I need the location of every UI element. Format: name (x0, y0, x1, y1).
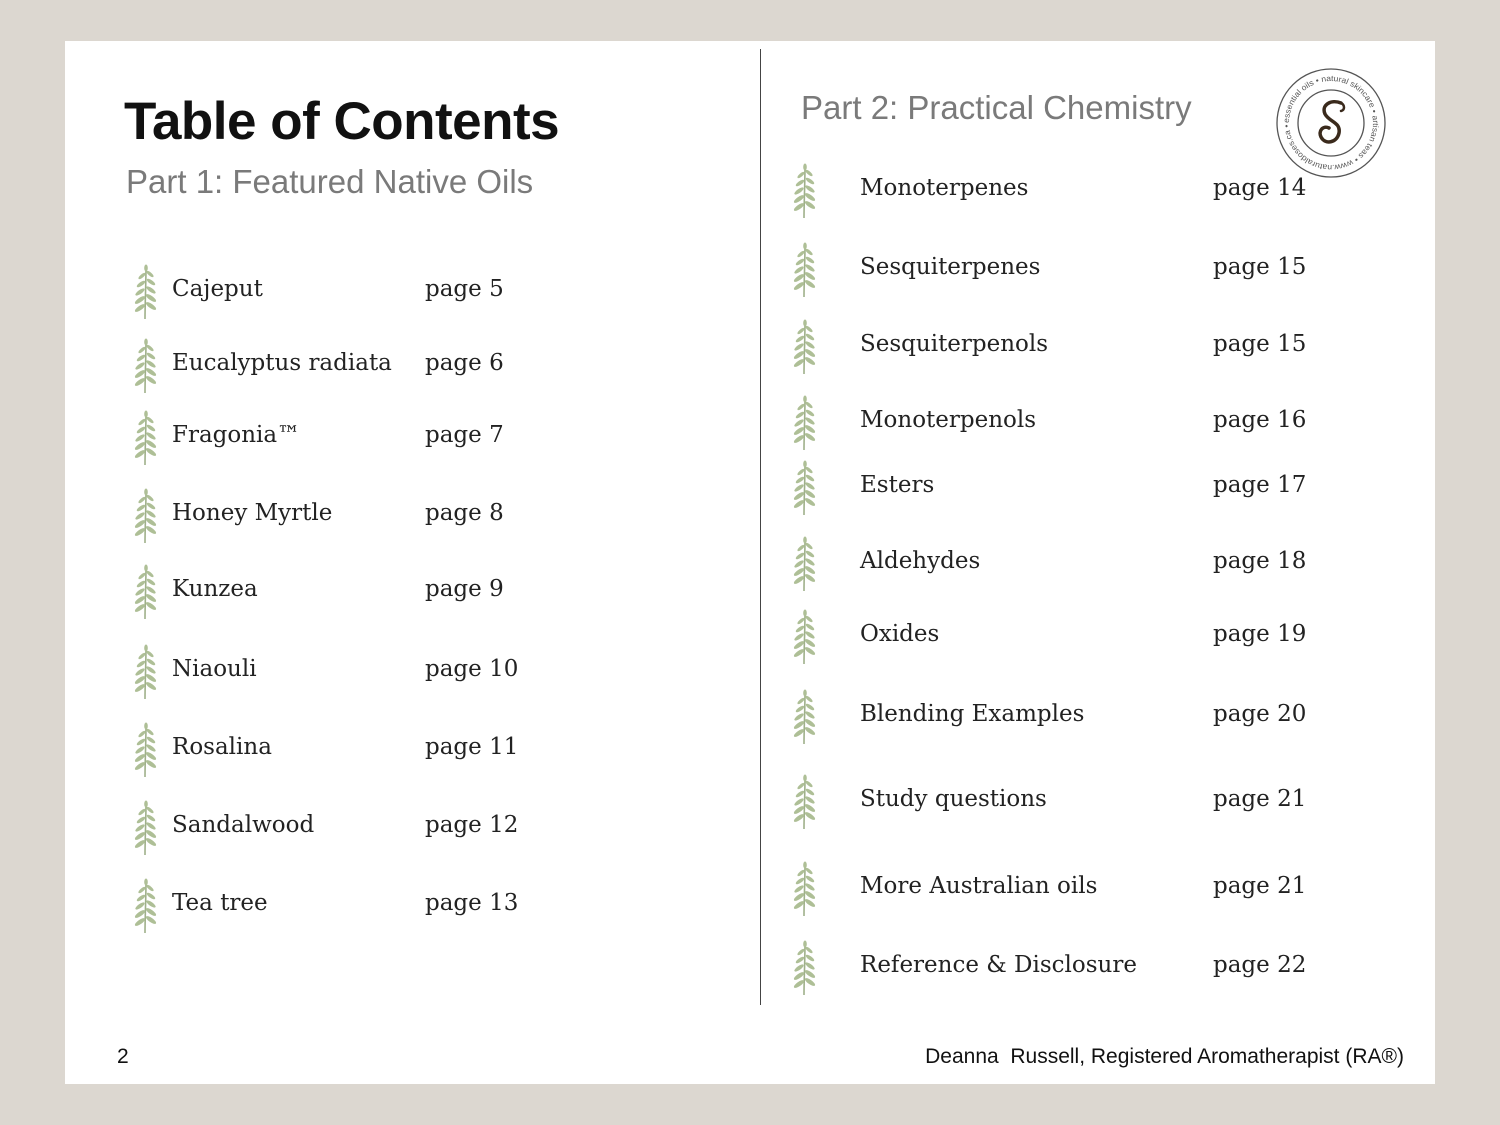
leaf-sprig-icon (130, 564, 160, 620)
entry-title: Honey Myrtle (172, 500, 333, 526)
entry-title: Blending Examples (860, 701, 1085, 727)
entry-page-number: page 5 (425, 276, 504, 302)
part2-entry[interactable] (789, 242, 1343, 298)
entry-title: Aldehydes (860, 548, 981, 574)
leaf-sprig-icon (789, 163, 819, 219)
page-number: 2 (117, 1045, 129, 1068)
part2-entry[interactable] (789, 774, 1343, 830)
part2-entry[interactable] (789, 163, 1343, 219)
column-divider (760, 49, 761, 1005)
entry-title: Sesquiterpenols (860, 331, 1049, 357)
entry-title: Sesquiterpenes (860, 254, 1041, 280)
leaf-sprig-icon (789, 242, 819, 298)
leaf-sprig-icon (789, 536, 819, 592)
entry-title: Monoterpenes (860, 175, 1029, 201)
part2-entry[interactable] (789, 940, 1343, 996)
entry-title: Oxides (860, 621, 940, 647)
entry-title: Sandalwood (172, 812, 315, 838)
leaf-sprig-icon (130, 800, 160, 856)
entry-title: Kunzea (172, 576, 258, 602)
entry-page-number: page 14 (1213, 175, 1307, 201)
leaf-sprig-icon (130, 410, 160, 466)
entry-page-number: page 11 (425, 734, 519, 760)
part1-entry[interactable] (130, 564, 555, 620)
part2-entry[interactable] (789, 861, 1343, 917)
part1-entry[interactable] (130, 338, 555, 394)
entry-title: Study questions (860, 786, 1047, 812)
entry-title: Tea tree (172, 890, 268, 916)
part1-heading: Part 1: Featured Native Oils (126, 163, 534, 200)
part2-entry[interactable] (789, 319, 1343, 375)
entry-page-number: page 17 (1213, 472, 1307, 498)
entry-page-number: page 22 (1213, 952, 1307, 978)
leaf-sprig-icon (789, 861, 819, 917)
part1-entry[interactable] (130, 410, 555, 466)
entry-page-number: page 8 (425, 500, 504, 526)
leaf-sprig-icon (130, 488, 160, 544)
part1-entry[interactable] (130, 722, 555, 778)
leaf-sprig-icon (789, 689, 819, 745)
part2-entry[interactable] (789, 536, 1343, 592)
leaf-sprig-icon (130, 878, 160, 934)
author-credit: Deanna Russell, Registered Aromatherapist (RA®) (925, 1045, 1404, 1068)
part1-entry[interactable] (130, 264, 555, 320)
leaf-sprig-icon (130, 722, 160, 778)
leaf-sprig-icon (789, 774, 819, 830)
entry-title: Reference & Disclosure (860, 952, 1137, 978)
entry-page-number: page 12 (425, 812, 519, 838)
entry-title: More Australian oils (860, 873, 1098, 899)
entry-page-number: page 15 (1213, 331, 1307, 357)
entry-page-number: page 16 (1213, 407, 1307, 433)
leaf-sprig-icon (789, 319, 819, 375)
entry-page-number: page 20 (1213, 701, 1307, 727)
entry-page-number: page 9 (425, 576, 504, 602)
leaf-sprig-icon (789, 395, 819, 451)
leaf-sprig-icon (130, 338, 160, 394)
entry-page-number: page 19 (1213, 621, 1307, 647)
entry-page-number: page 15 (1213, 254, 1307, 280)
entry-page-number: page 13 (425, 890, 519, 916)
entry-page-number: page 10 (425, 656, 519, 682)
part1-entry[interactable] (130, 878, 555, 934)
part1-entry[interactable] (130, 488, 555, 544)
part1-entry[interactable] (130, 800, 555, 856)
leaf-sprig-icon (789, 609, 819, 665)
page-title: Table of Contents (124, 92, 560, 151)
entry-page-number: page 21 (1213, 873, 1307, 899)
leaf-sprig-icon (130, 264, 160, 320)
entry-title: Fragonia™ (172, 422, 301, 448)
leaf-sprig-icon (789, 940, 819, 996)
part2-heading: Part 2: Practical Chemistry (801, 89, 1192, 126)
part2-entry[interactable] (789, 689, 1343, 745)
document-page (65, 41, 1435, 1084)
seal-ring-text: essential oils • natural skincare • artisan teas • www.naturaldoses.ca • (1281, 73, 1381, 173)
part1-entry[interactable] (130, 644, 555, 700)
part2-entry[interactable] (789, 395, 1343, 451)
entry-page-number: page 21 (1213, 786, 1307, 812)
entry-title: Monoterpenols (860, 407, 1037, 433)
part2-entry[interactable] (789, 460, 1343, 516)
entry-title: Cajeput (172, 276, 263, 302)
entry-page-number: page 18 (1213, 548, 1307, 574)
entry-title: Eucalyptus radiata (172, 350, 392, 376)
part2-entry[interactable] (789, 609, 1343, 665)
entry-title: Rosalina (172, 734, 272, 760)
entry-page-number: page 7 (425, 422, 504, 448)
entry-page-number: page 6 (425, 350, 504, 376)
entry-title: Esters (860, 472, 935, 498)
leaf-sprig-icon (789, 460, 819, 516)
entry-title: Niaouli (172, 656, 257, 682)
leaf-sprig-icon (130, 644, 160, 700)
